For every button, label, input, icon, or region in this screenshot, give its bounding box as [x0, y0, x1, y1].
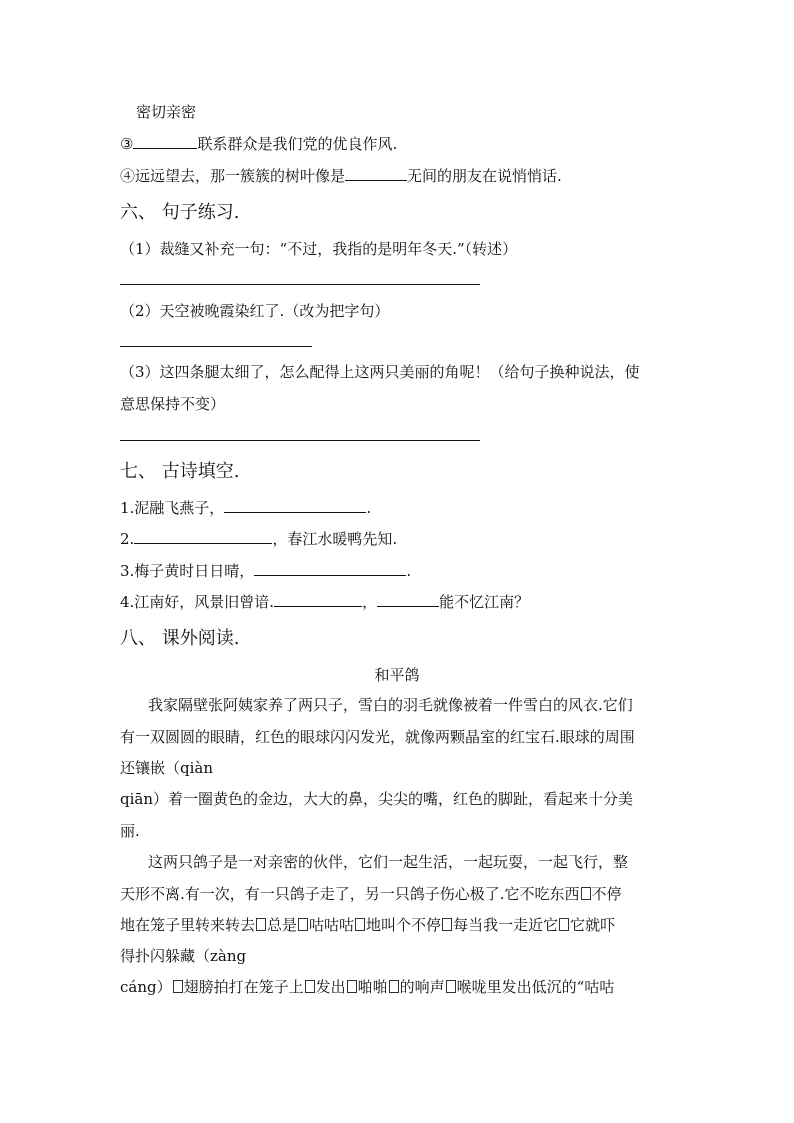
poem-1-prefix: 1.泥融飞燕子， [120, 499, 225, 517]
missing-punct-box[interactable] [305, 980, 315, 993]
missing-punct-box[interactable] [581, 887, 591, 900]
para-2-line-2-end: 不停 [591, 885, 622, 903]
para-1-line-1: 我家隔壁张阿姨家养了两只子，雪白的羽毛就像被着一件雪白的风衣.它们 [148, 696, 633, 714]
missing-punct-box[interactable] [355, 918, 365, 931]
para-1-line-4: qiān）着一圈黄色的金边，大大的鼻，尖尖的嘴，红色的脚趾，看起来十分美 [120, 790, 634, 808]
text-seg: 总是 [267, 916, 298, 934]
q4-blank[interactable] [345, 166, 407, 181]
question-4 [120, 166, 562, 186]
poem-4-prefix: 4.江南好，风景旧曾谙. [120, 593, 275, 611]
poem-4-mid: ， [362, 593, 378, 611]
missing-punct-box[interactable] [559, 918, 569, 931]
poem-1-suffix: . [366, 499, 372, 517]
text-seg: 咕咕咕 [309, 916, 355, 934]
poem-4-suffix: 能不忆江南？ [439, 593, 530, 611]
q4-suffix: 无间的朋友在说悄悄话. [407, 167, 562, 185]
sentence-2: （2）天空被晚霞染红了.（改为把字句） [120, 302, 390, 320]
poem-line-4 [120, 592, 529, 612]
para-1-line-5: 丽. [120, 822, 140, 840]
para-1-line-2: 有一双圆圆的眼睛，红色的眼球闪闪发光，就像两颗晶室的红宝石.眼球的周围 [120, 728, 635, 746]
poem-line-1 [120, 498, 371, 518]
sentence-3-line-2: 意思保持不变） [120, 395, 226, 413]
text-seg: 它就吓 [570, 916, 616, 934]
text-seg: cáng） [120, 978, 172, 996]
text-seg: 每当我一走近它 [453, 916, 559, 934]
section-8-title: 八、 课外阅读. [120, 628, 240, 649]
text-seg: 啪啪 [357, 978, 388, 996]
missing-punct-box[interactable] [389, 980, 399, 993]
para-2-line-2-text: 天形不离.有一次，有一只鸽子走了，另一只鸽子伤心极了.它不吃东西 [120, 885, 580, 903]
text-seg: 喉咙里发出低沉的“咕咕 [456, 978, 615, 996]
poem-4-blank-1[interactable] [274, 592, 362, 607]
fragment-line: 密切亲密 [136, 103, 197, 121]
answer-line-2[interactable] [120, 346, 312, 347]
missing-punct-box[interactable] [446, 980, 456, 993]
story-title: 和平鸽 [374, 666, 420, 684]
poem-2-blank[interactable] [134, 529, 272, 544]
para-2-line-1: 这两只鸽子是一对亲密的伙伴，它们一起生活，一起玩耍，一起飞行，整 [148, 853, 629, 871]
text-seg: 翅膀拍打在笼子上 [183, 978, 304, 996]
para-2-line-4: 得扑闪躲藏（zàng [120, 947, 247, 965]
poem-1-blank[interactable] [224, 498, 366, 513]
text-seg: 的响声 [399, 978, 445, 996]
missing-punct-box[interactable] [173, 980, 183, 993]
poem-2-prefix: 2. [120, 530, 135, 548]
q3-text: 联系群众是我们党的优良作风. [197, 135, 398, 153]
poem-line-3 [120, 561, 411, 581]
q3-prefix: ③ [120, 135, 134, 153]
sentence-1: （1）裁缝又补充一句：“不过，我指的是明年冬天.”（转述） [120, 240, 518, 258]
section-6-title: 六、 句子练习. [120, 202, 240, 223]
poem-4-blank-2[interactable] [377, 592, 439, 607]
q3-blank[interactable] [133, 134, 197, 149]
text-seg: 地叫个不停 [366, 916, 442, 934]
text-seg: 地在笼子里转来转去 [120, 916, 256, 934]
poem-line-2 [120, 529, 397, 549]
poem-3-prefix: 3.梅子黄时日日晴， [120, 562, 255, 580]
missing-punct-box[interactable] [256, 918, 266, 931]
para-2-line-3 [120, 915, 615, 935]
section-7-title: 七、 古诗填空. [120, 461, 240, 482]
text-seg: 发出 [315, 978, 346, 996]
missing-punct-box[interactable] [298, 918, 308, 931]
para-2-line-5 [120, 977, 614, 997]
answer-line-3[interactable] [120, 440, 480, 441]
q4-prefix: ④远远望去，那一簇簇的树叶像是 [120, 167, 346, 185]
missing-punct-box[interactable] [442, 918, 452, 931]
poem-2-suffix: ，春江水暖鸭先知. [272, 530, 398, 548]
sentence-3-line-1: （3）这四条腿太细了，怎么配得上这两只美丽的角呢！（给句子换种说法，使 [120, 363, 640, 381]
question-3 [120, 134, 397, 154]
poem-3-blank[interactable] [254, 561, 406, 576]
para-1-line-3: 还镶嵌（qiàn [120, 759, 214, 777]
missing-punct-box[interactable] [347, 980, 357, 993]
poem-3-suffix: . [406, 562, 412, 580]
answer-line-1[interactable] [120, 284, 480, 285]
para-2-line-2 [120, 884, 622, 904]
